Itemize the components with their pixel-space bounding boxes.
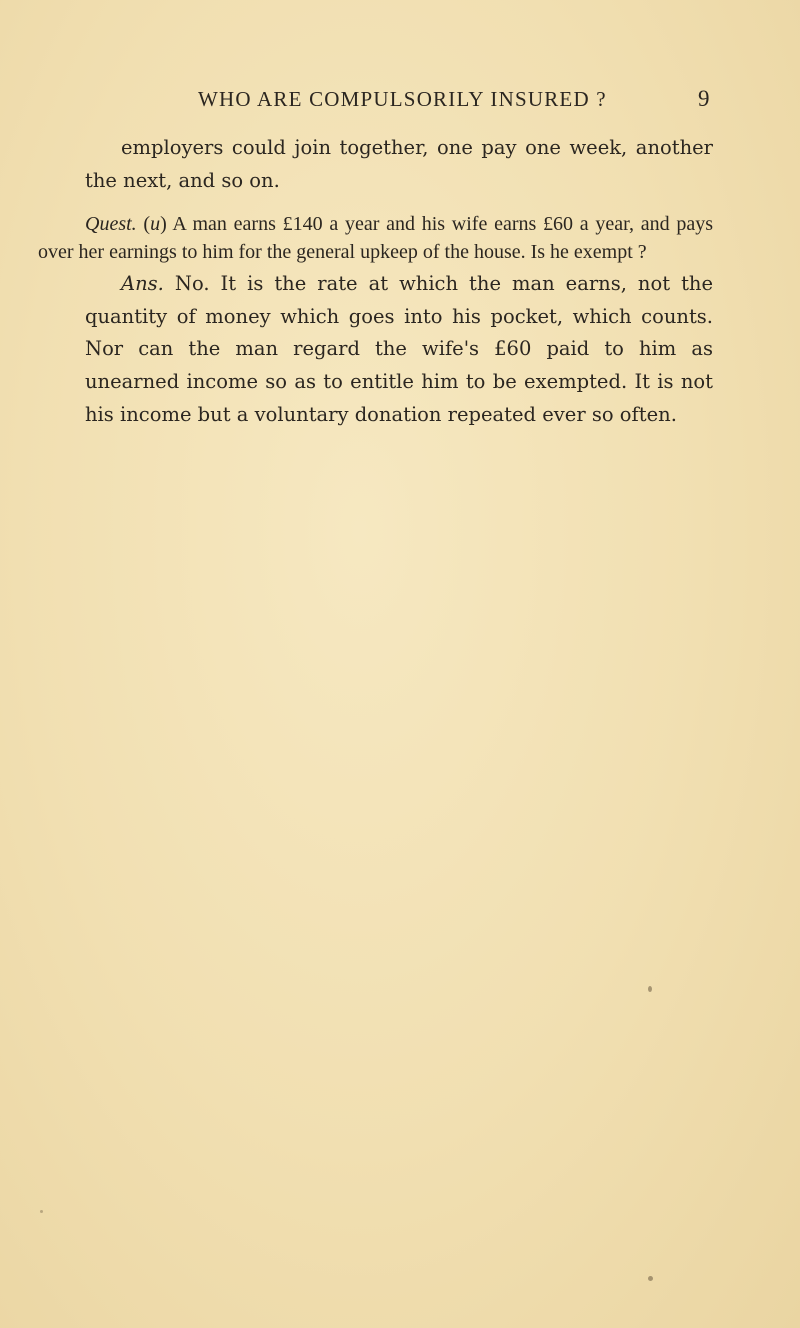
answer-text: No. It is the rate at which the man earns, not the quantity of money which goes into his pocket, which counts. Nor can the man regard the wife's £60 paid to him as unearned income so as to entitle him to be exempted. It is not his income but a voluntary donation repeated ever so often. <box>85 272 713 426</box>
answer-label: Ans. <box>121 272 164 296</box>
paper-spot <box>648 986 652 992</box>
question-text: A man earns £140 a year and his wife earns £60 a year, and pays over her earnings to him for the general upkeep of the house. Is he exempt ? <box>38 213 713 263</box>
paper-spot <box>648 1276 653 1281</box>
continuation-text: employers could join together, one pay one week, another the next, and so on. <box>85 136 713 192</box>
running-head-title: WHO ARE COMPULSORILY INSURED ? <box>198 87 607 111</box>
question-marker: (u) <box>143 213 167 236</box>
question-marker-letter: u <box>150 213 161 236</box>
body-text <box>38 132 713 431</box>
question-paragraph <box>38 211 713 266</box>
continuation-paragraph <box>85 132 713 197</box>
answer-paragraph <box>85 268 713 431</box>
question-label: Quest. <box>85 213 137 236</box>
page-number: 9 <box>698 86 710 111</box>
running-head <box>0 84 800 114</box>
paper-spot <box>40 1210 43 1213</box>
